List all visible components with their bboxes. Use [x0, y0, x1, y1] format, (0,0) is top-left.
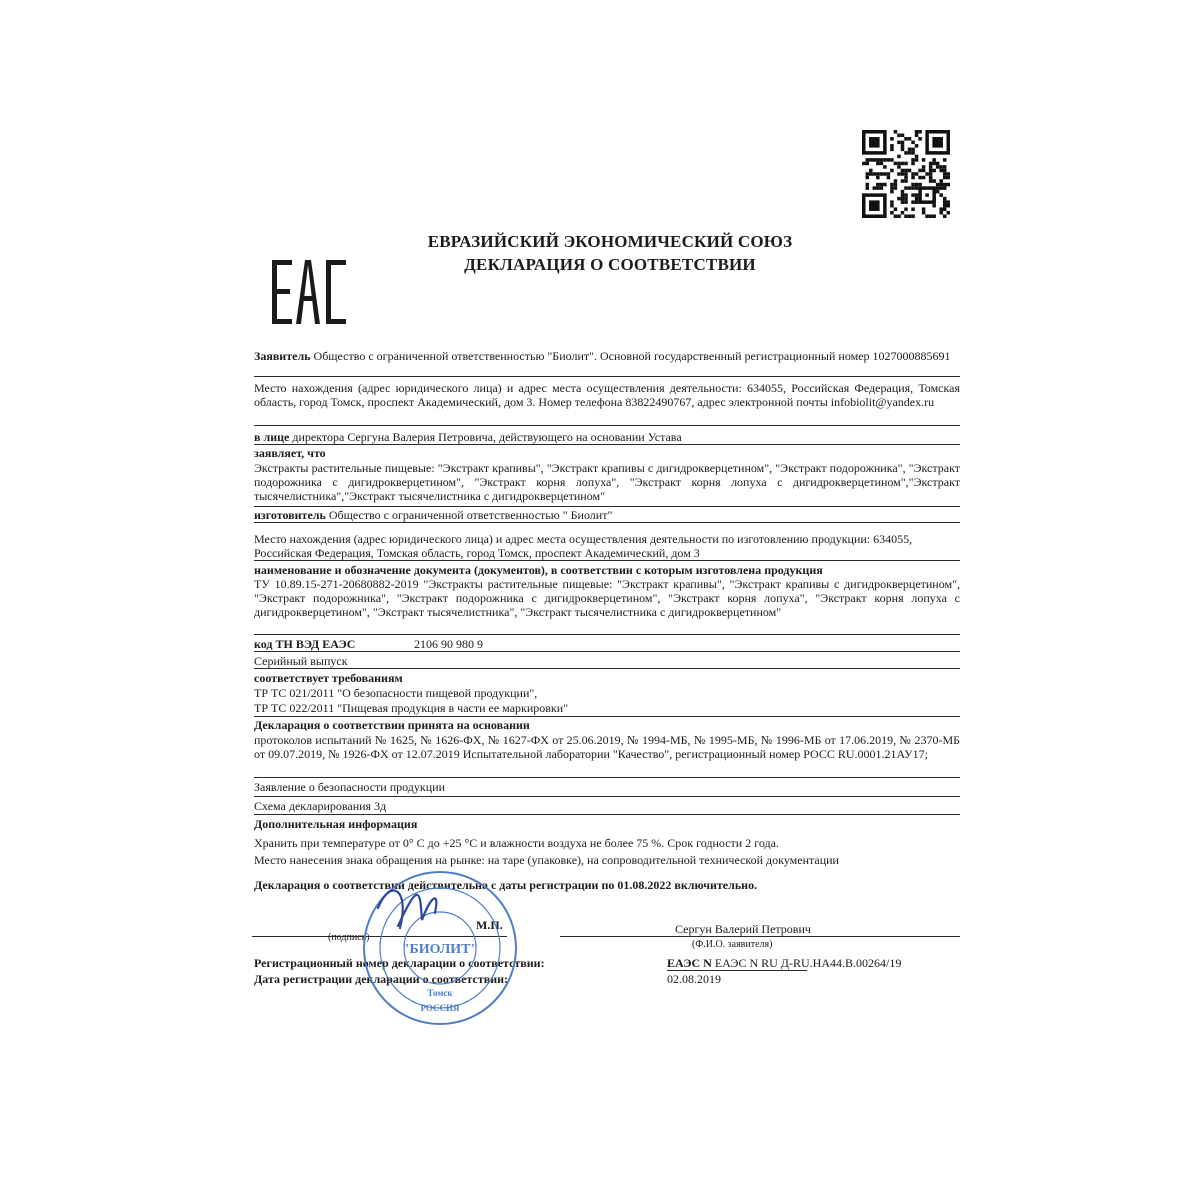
- storage-conditions: Хранить при температуре от 0° С до +25 °С и влажности воздуха не более 75 %. Срок годности 2 года.: [254, 836, 779, 850]
- manufacturer-text: Общество с ограниченной ответственностью " Биолит": [328, 508, 613, 522]
- marking-place: Место нанесения знака обращения на рынке: на таре (упаковке), на сопроводительной технической документации: [254, 853, 839, 867]
- registration-number-code: ЕАЭС N RU Д-RU.НА44.В.00264/19: [714, 956, 902, 970]
- seal-place-label: М.П.: [476, 918, 503, 932]
- declaration-title: ДЕКЛАРАЦИЯ О СООТВЕТСТВИИ: [464, 255, 756, 274]
- applicant-section: [254, 349, 960, 363]
- safety-statement: Заявление о безопасности продукции: [254, 780, 446, 794]
- code-label: код ТН ВЭД ЕАЭС: [254, 637, 356, 651]
- representative-text: директора Сергуна Валерия Петровича, действующего на основании Устава: [292, 430, 682, 444]
- manufacturer-address: Место нахождения (адрес юридического лица) и адрес места осуществления деятельности по изготовлению продукции: 634055, Российская Федерация, Томская область, город Томск, проспект Академический, дом 3: [254, 532, 913, 560]
- declares-label: заявляет, что: [254, 446, 326, 460]
- manufacturer-section: [254, 508, 960, 522]
- eac-mark-icon: [270, 256, 348, 328]
- representative-section: [254, 430, 960, 444]
- applicant-text: Общество с ограниченной ответственностью "Биолит". Основной государственный регистрационный номер 1027000885691: [313, 349, 951, 363]
- documents-label: наименование и обозначение документа (документов), в соответствии с которым изготовлена продукция: [254, 563, 823, 577]
- registration-number-value: ЕАЭС N ЕАЭС N RU Д-RU.НА44.В.00264/19: [667, 956, 902, 970]
- qr-code-icon: [862, 130, 950, 218]
- applicant-label: Заявитель: [254, 349, 311, 363]
- validity-statement: Декларация о соответствии действительна с даты регистрации по 01.08.2022 включительно.: [254, 878, 758, 892]
- basis-label: Декларация о соответствии принята на основании: [254, 718, 530, 732]
- documents-text: ТУ 10.89.15-271-20680882-2019 "Экстракты растительные пищевые: "Экстракт крапивы", "Экстракт крапивы с дигидрокверцетином", "Экстракт подорожника", "Экстракт подорожника с дигидрокверцетином", "Экстракт корня лопуха", "Экстракт корня лопуха с дигидрокверцетином", "Экстракт тысячелистника", "Экстракт тысячелистника с дигидрокверцетином": [254, 577, 960, 619]
- requirement-item: ТР ТС 021/2011 "О безопасности пищевой продукции",: [254, 686, 538, 700]
- requirement-item: ТР ТС 022/2011 "Пищевая продукция в части ее маркировки": [254, 701, 569, 715]
- production-type: Серийный выпуск: [254, 654, 348, 668]
- applicant-address: Место нахождения (адрес юридического лица) и адрес места осуществления деятельности: 634055, Российская Федерация, Томская область, город Томск, проспект Академический, дом 3. Номер телефона 83822490767, адрес электронной почты infobiolit@yandex.ru: [254, 381, 960, 409]
- requirements-label: соответствует требованиям: [254, 671, 403, 685]
- additional-info-label: Дополнительная информация: [254, 817, 418, 831]
- product-description: Экстракты растительные пищевые: "Экстракт крапивы", "Экстракт крапивы с дигидрокверцетином", "Экстракт подорожника", "Экстракт подорожника с дигидрокверцетином", "Экстракт корня лопуха", "Экстракт корня лопуха с дигидрокверцетином","Экстракт тысячелистника","Экстракт тысячелистника с дигидрокверцетином": [254, 461, 960, 503]
- registration-number-label: Регистрационный номер декларации о соответствии:: [254, 956, 545, 970]
- registration-date-label: Дата регистрации декларации о соответствии:: [254, 972, 509, 986]
- declaration-scheme: Схема декларирования 3д: [254, 799, 387, 813]
- name-caption: (Ф.И.О. заявителя): [692, 939, 773, 950]
- manufacturer-label: изготовитель: [254, 508, 326, 522]
- union-title: ЕВРАЗИЙСКИЙ ЭКОНОМИЧЕСКИЙ СОЮЗ: [427, 232, 793, 251]
- svg-text:"БИОЛИТ": "БИОЛИТ": [401, 942, 479, 957]
- code-value: 2106 90 980 9: [414, 637, 483, 651]
- svg-text:Томск: Томск: [427, 988, 453, 998]
- company-seal-icon: [360, 868, 520, 1028]
- representative-label: в лице: [254, 430, 290, 444]
- registration-date-value: 02.08.2019: [667, 972, 721, 986]
- applicant-name: Сергун Валерий Петрович: [675, 922, 811, 936]
- signature-caption: (подпись): [328, 932, 370, 943]
- basis-text: протоколов испытаний № 1625, № 1626-ФХ, № 1627-ФХ от 25.06.2019, № 1994-МБ, № 1995-МБ, № 1996-МБ от 17.06.2019, № 2370-МБ от 09.07.2019, № 1926-ФХ от 12.07.2019 Испытательной лаборатории "Качество", регистрационный номер РОСС RU.0001.21АУ17;: [254, 733, 960, 761]
- svg-text:РОССИЯ: РОССИЯ: [420, 1003, 460, 1013]
